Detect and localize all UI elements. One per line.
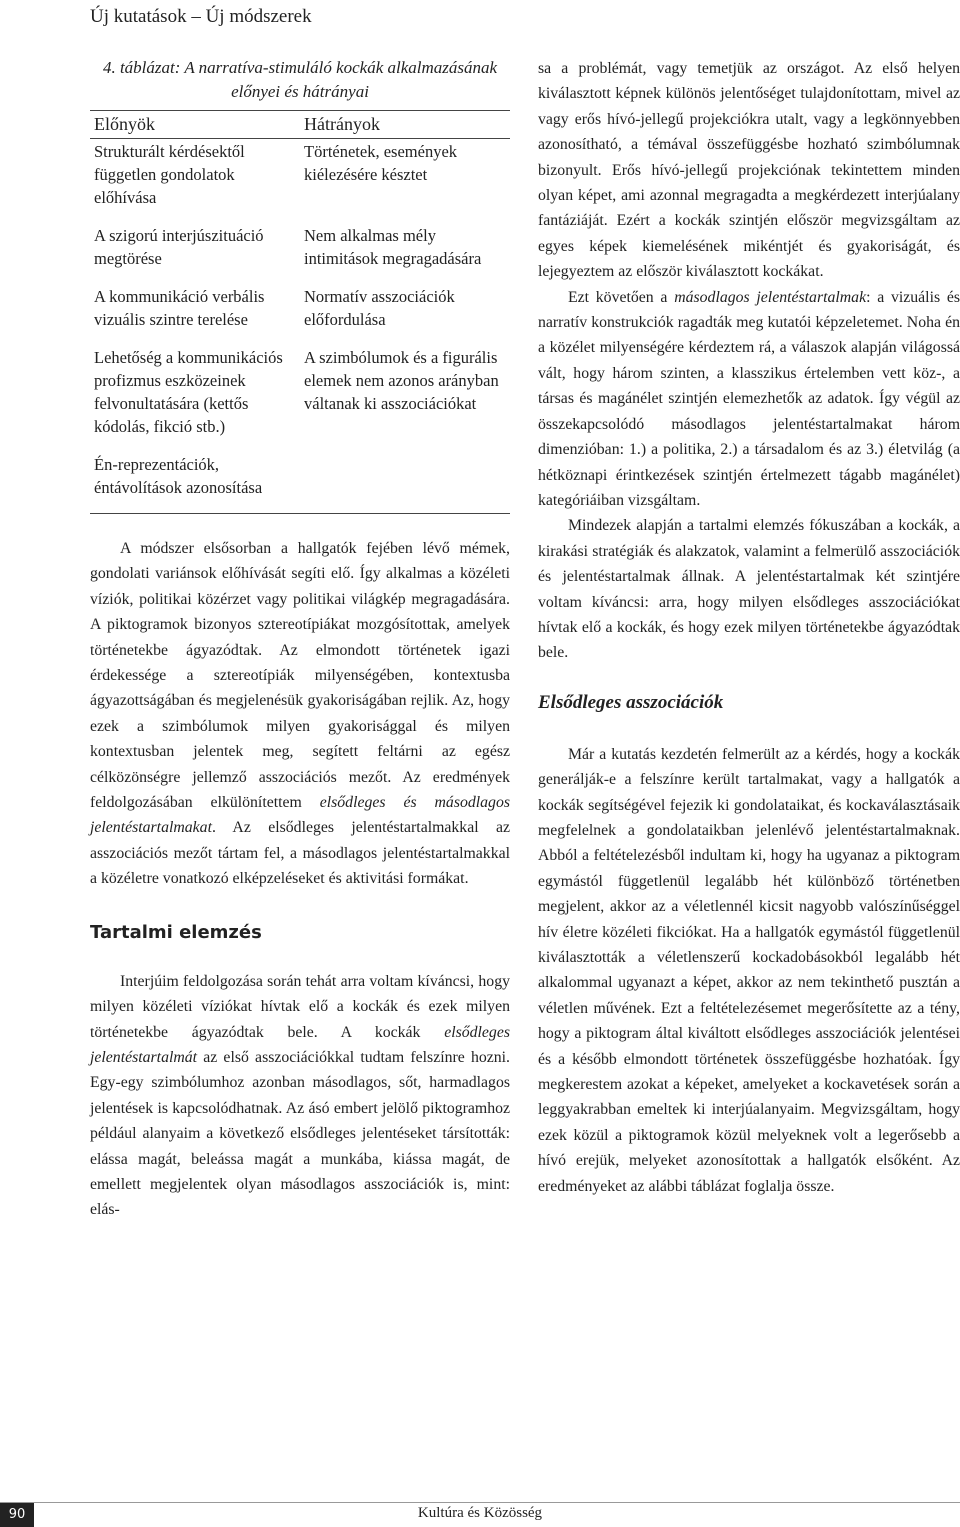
text-run: . Az elsődleges jelentéstartalmakkal az asszociációs mezőt tártam fel, a másodlagos jelentéstartalmakkal a közéletre vonatkozó elképzeléseket és aktivitási formákat.	[90, 819, 510, 888]
emphasis: másodlagos jelentéstartalmak	[674, 288, 867, 306]
text-run: Ezt követően a	[568, 288, 675, 306]
table-row	[90, 284, 510, 345]
con-cell: A szimbólumok és a figurális elemek nem azonos arányban váltanak ki asszociációkat	[304, 348, 499, 413]
right-column	[538, 56, 960, 1199]
body-paragraph: sa a problémát, vagy temetjük az országot. Az első helyen kiválasztott képnek különös jelentőséget tulajdonítottam, mivel az vagy erős hívó-jellegű projekciókra utalt, vagy a legkönnyebben azonosítható, a témával összefüggésbe hozható szimbólumnak bizonyult. Erős hívó-jellegű projekciónak tekintettem minden olyan képet, ami azonnal megragadta a megkérdezett interjúalany fantáziáját. Ezért a kockák szintjén először megvizsgáltam az egyes képek kiemelésének mikéntjét és gyakoriságát, és lejegyeztem az először kiválasztott kockákat.	[538, 60, 960, 281]
con-cell: Történetek, események kiélezésére késztet	[304, 142, 458, 184]
footer-rule	[0, 1502, 960, 1503]
con-cell	[300, 452, 510, 514]
pro-cell: A szigorú interjúszituáció megtörése	[94, 226, 264, 268]
body-paragraph	[90, 536, 510, 892]
table-caption: 4. táblázat: A narratíva-stimuláló kockák alkalmazásának előnyei és hátrányai	[102, 58, 498, 101]
text-run: A módszer elsősorban a hallgatók fejében lévő mémek, gondolati variánsok előhívását segíti elő. Így alkalmas a közéleti víziók, politikai közérzet vagy politikai világkép megragadására. A piktogramok bizonyos sztereotípiákat mozgósítottak, amelyek történetekbe ágyazódtak. Az elmondott történetek igazi érdekessége a sztereotípiák milyenségében, kontextusba ágyazottságában és megjelenésük gyakoriságában rejlik. Az, hogy ezek a szimbólumok milyen gyakorisággal és milyen kontextusban jelentek meg, segített feltárni az egész célközönségre jellemző asszociációs mezőt. Az eredmények feldolgozásában elkülönítettem	[90, 540, 510, 812]
table-row	[90, 139, 510, 224]
pro-cell: Én-reprezentációk, éntávolítások azonosítása	[94, 455, 263, 497]
text-run: Interjúim feldolgozása során tehát arra voltam kíváncsi, hogy milyen közéleti víziókat hívtak elő a kockák és ezek milyen történetekbe ágyazódtak bele. A kockák	[90, 972, 510, 1041]
body-paragraph	[90, 969, 510, 1223]
journal-name: Kultúra és Közösség	[417, 1505, 543, 1521]
body-paragraph: Már a kutatás kezdetén felmerült az a kérdés, hogy a kockák generálják-e a felszínre került tartalmakat, vagy a hallgatók a kockák segítségével fejezik ki gondolataikat, és kockaválasztásaik megfelelnek a gondolataikban jelenlévő jelentéstartalmaknak. Abból a feltételezésből indultam ki, hogy ha ugyanaz a piktogram egymástól függetlenül legalább hét különböző történetben megjelent, akkor az a véletlennél kicsit nagyobb valószínűséggel hív életre közéleti fikciókat. Ha a hallgatók egymástól függetlenül kiválasztották a véletlenszerű kockadobásokból legalább hét alkalommal ugyanazt a képet, akkor az nem tekinthető pusztán a véletlen művének. Ezt a feltételezésemet megerősítette az a tény, hogy a piktogram által kiváltott elsődleges asszociációk jelentései és a később elmondott történetek összefüggésbe hozhatóak. Így megkerestem azokat a képeket, amelyeket a kockavetések során a leggyakrabban emeltek ki interjúalanyaim. Megvizsgáltam, hogy ezek közül a piktogramok közül melyeknek volt a legerősebb a hívó erejük, melyeket azonosítottak a hallgatók elsőként. Az eredményeket az alábbi táblázat foglalja össze.	[538, 745, 960, 1195]
table-row	[90, 452, 510, 514]
running-head: Új kutatások – Új módszerek	[90, 6, 312, 27]
pros-cons-table	[90, 110, 510, 514]
left-column	[90, 56, 510, 1223]
pro-cell: Strukturált kérdésektől független gondolatok előhívása	[94, 142, 245, 207]
page-number: 90	[0, 1503, 34, 1527]
pro-cell: A kommunikáció verbális vizuális szintre terelése	[94, 287, 265, 329]
pro-cell: Lehetőség a kommunikációs profizmus eszközeinek felvonultatására (kettős kódolás, fikció stb.)	[94, 348, 283, 436]
emphasis: elsődleges jelentéstartalmát	[90, 1023, 510, 1066]
section-heading: Tartalmi elemzés	[90, 921, 262, 943]
header-pros: Előnyök	[90, 111, 300, 139]
text-run: : a vizuális és narratív konstrukciók ragadták meg kutatói képzeletemet. Noha én a közélet milyenségére kérdeztem rá, a válaszok alapján világossá vált, hogy három szinten, a klasszikus értelemben vett köz-, a társas és magánélet szintjén elemezhetők az adatok. Így végül az összekapcsolódó másodlagos jelentéstartalmakat három dimenzióban: 1.) a politika, 2.) a társadalom és az 3.) életvilág (a hétköznapi érintkezések szintjén értelmezett tágabb magánélet) kategóriáiban vizsgáltam.	[538, 288, 960, 509]
table-header-row	[90, 111, 510, 139]
con-cell: Normatív asszociációk előfordulása	[304, 287, 455, 329]
table-row	[90, 223, 510, 284]
section-heading: Elsődleges asszociációk	[538, 691, 724, 713]
body-paragraph	[538, 285, 960, 514]
text-run: az első asszociációkkal tudtam felszínre hozni. Egy-egy szimbólumhoz azonban másodlagos, sőt, harmadlagos jelentések is kapcsolódhatnak. Az ásó embert jelölő piktogramhoz például alanyaim a következő elsődleges jelentéseket társították: elássa magát, beleássa magát a munkába, kiássa magát, de emellett megjelentek olyan másodlagos asszociációk is, mint: elás-	[90, 1048, 510, 1219]
con-cell: Nem alkalmas mély intimitások megragadására	[304, 226, 482, 268]
emphasis: elsődleges és másodlagos jelentéstartalmakat	[90, 794, 510, 837]
body-paragraph: Mindezek alapján a tartalmi elemzés fókuszában a kockák, a kirakási stratégiák és alakzatok, valamint a felmerülő asszociációk és jelentéstartalmak állnak. A jelentéstartalmak két szintjére voltam kíváncsi: arra, hogy milyen elsődleges asszociációkat hívtak elő a kockák, és hogy ezek milyen történetekbe ágyazódtak bele.	[538, 517, 960, 662]
header-cons: Hátrányok	[300, 111, 510, 139]
table-row	[90, 345, 510, 452]
